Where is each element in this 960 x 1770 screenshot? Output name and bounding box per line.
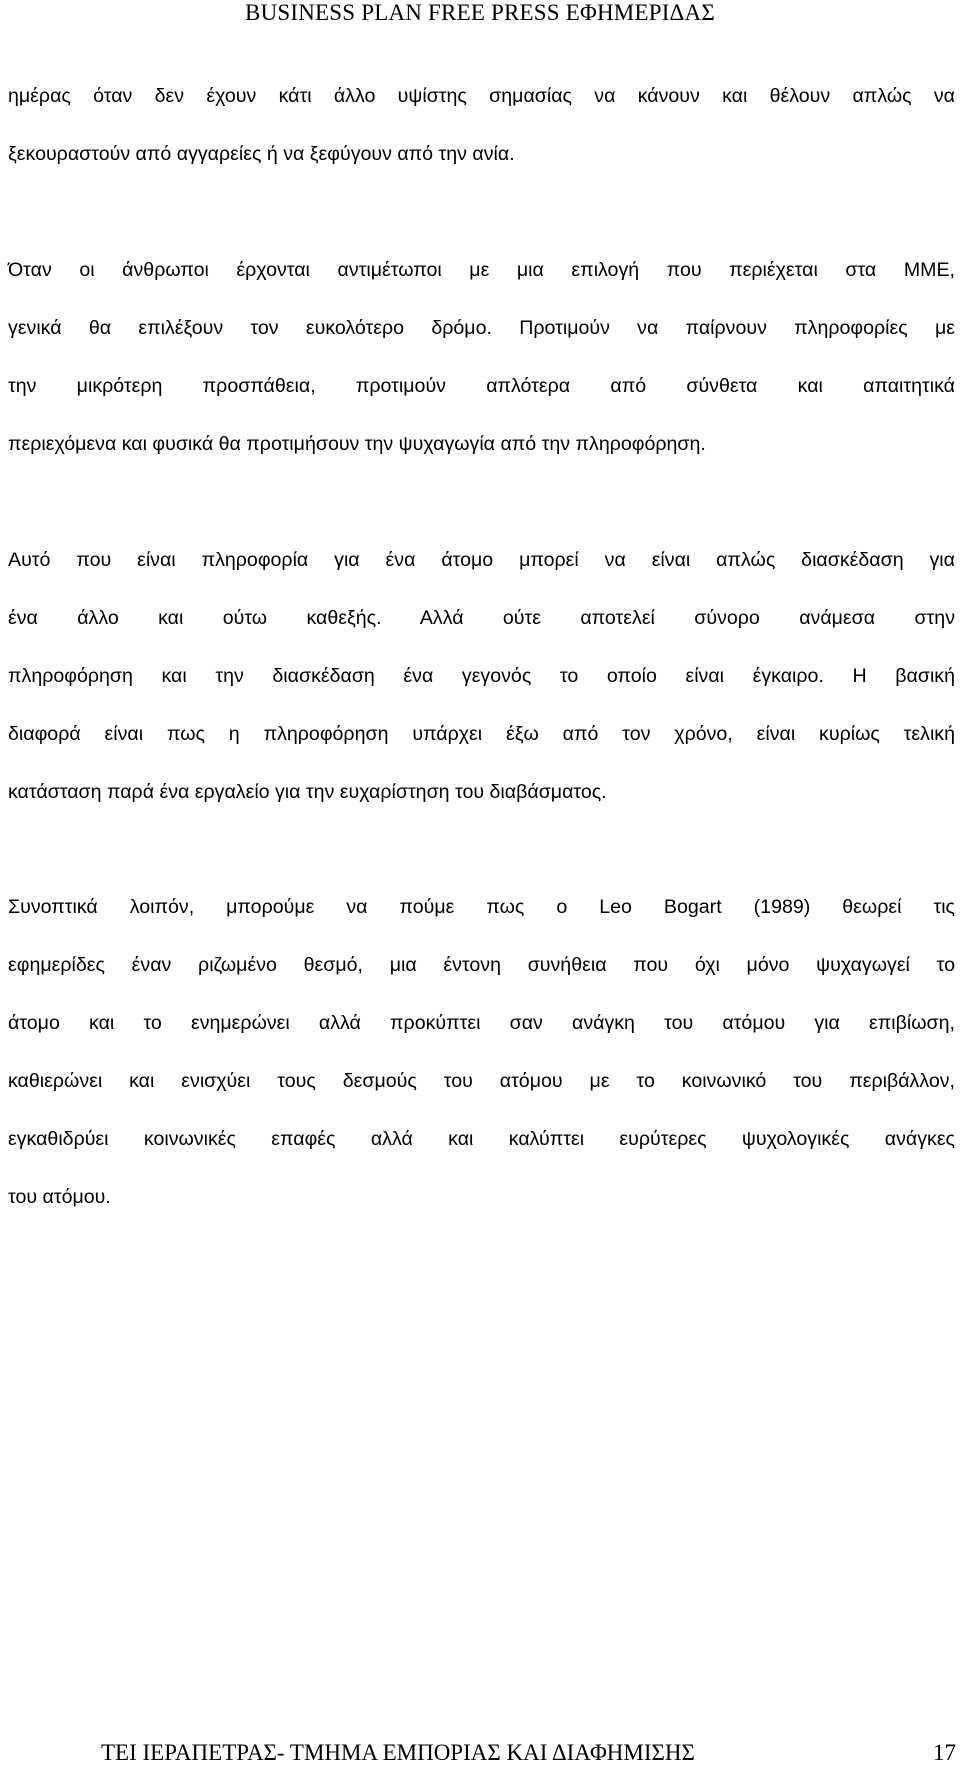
page-number: 17 [933,1740,956,1765]
text-line: Αυτό που είναι πληροφορία για ένα άτομο μπορεί να είναι απλώς διασκέδαση για [8,549,955,571]
text-line: γενικά θα επιλέξουν τον ευκολότερο δρόμο. Προτιμούν να παίρνουν πληροφορίες με [8,317,955,339]
running-header: BUSINESS PLAN FREE PRESS ΕΦΗΜΕΡΙΔΑΣ [245,0,715,25]
text-line: κατάσταση παρά ένα εργαλείο για την ευχαρίστηση του διαβάσματος. [8,781,607,803]
footer-text: ΤΕΙ ΙΕΡΑΠΕΤΡΑΣ- ΤΜΗΜΑ ΕΜΠΟΡΙΑΣ ΚΑΙ ΔΙΑΦΗΜΙΣΗΣ [101,1740,695,1765]
text-line: την μικρότερη προσπάθεια, προτιμούν απλότερα από σύνθετα και απαιτητικά [8,375,955,397]
text-line: Συνοπτικά λοιπόν, μπορούμε να πούμε πως ο Leo Bogart (1989) θεωρεί τις [8,896,955,918]
text-line: του ατόμου. [8,1186,111,1208]
text-line: Όταν οι άνθρωποι έρχονται αντιμέτωποι με μια επιλογή που περιέχεται στα ΜΜΕ, [8,259,955,281]
paragraph-3 [8,548,955,838]
text-line: πληροφόρηση και την διασκέδαση ένα γεγονός το οποίο είναι έγκαιρο. Η βασική [8,665,955,687]
text-line: ημέρας όταν δεν έχουν κάτι άλλο υψίστης σημασίας να κάνουν και θέλουν απλώς να [8,85,955,107]
text-line: εγκαθιδρύει κοινωνικές επαφές αλλά και καλύπτει ευρύτερες ψυχολογικές ανάγκες [8,1128,955,1150]
text-line: περιεχόμενα και φυσικά θα προτιμήσουν την ψυχαγωγία από την πληροφόρηση. [8,433,706,455]
text-line: άτομο και το ενημερώνει αλλά προκύπτει σαν ανάγκη του ατόμου για επιβίωση, [8,1012,955,1034]
text-line: ξεκουραστούν από αγγαρείες ή να ξεφύγουν από την ανία. [8,143,515,165]
paragraph-4 [8,895,955,1243]
text-line: ένα άλλο και ούτω καθεξής. Αλλά ούτε αποτελεί σύνορο ανάμεσα στην [8,607,955,629]
running-footer [101,1740,956,1770]
text-line: διαφορά είναι πως η πληροφόρηση υπάρχει έξω από τον χρόνο, είναι κυρίως τελική [8,723,955,745]
paragraph-1 [8,84,955,200]
text-line: καθιερώνει και ενισχύει τους δεσμούς του ατόμου με το κοινωνικό του περιβάλλον, [8,1070,955,1092]
text-line: εφημερίδες έναν ριζωμένο θεσμό, μια έντονη συνήθεια που όχι μόνο ψυχαγωγεί το [8,954,955,976]
paragraph-2 [8,258,955,490]
